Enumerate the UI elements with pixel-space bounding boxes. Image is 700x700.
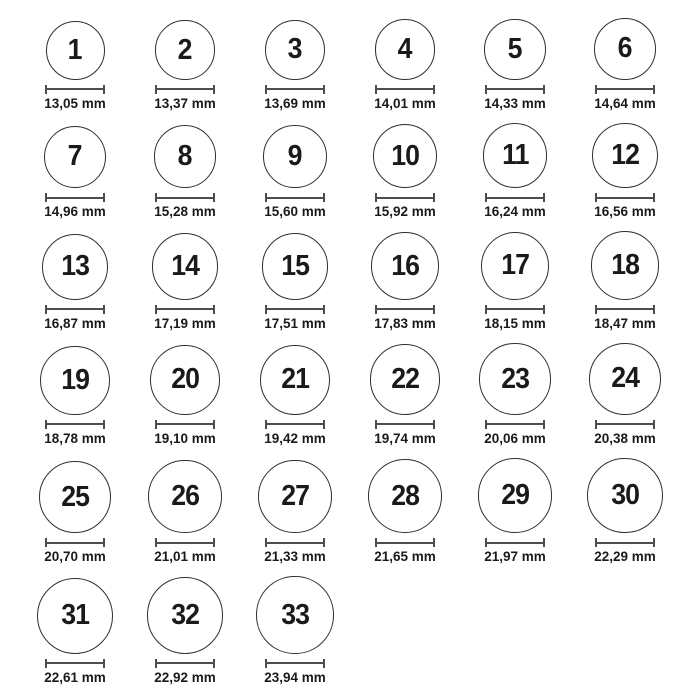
ring-size-item	[350, 18, 460, 112]
diameter-label: 20,38 mm	[594, 430, 656, 446]
ring-circle	[152, 233, 218, 299]
measure-bar	[487, 88, 543, 90]
right-tick-icon	[433, 538, 435, 547]
diameter-label: 19,42 mm	[264, 430, 326, 446]
measure-bar	[47, 542, 103, 544]
right-tick-icon	[543, 193, 545, 202]
ring-size-number: 6	[618, 32, 632, 65]
right-tick-icon	[433, 305, 435, 314]
right-tick-icon	[543, 420, 545, 429]
measure-line	[485, 85, 545, 94]
diameter-label: 16,56 mm	[594, 204, 656, 220]
ring-circle	[594, 18, 656, 80]
ring-size-item	[570, 458, 680, 566]
ring-size-item	[240, 343, 350, 447]
measure-bar	[597, 542, 653, 544]
right-tick-icon	[653, 305, 655, 314]
measure-bar	[377, 542, 433, 544]
ring-size-number: 19	[61, 363, 89, 396]
ring-size-number: 18	[611, 248, 639, 281]
diameter-label: 21,65 mm	[374, 549, 436, 565]
diameter-label: 18,78 mm	[44, 430, 106, 446]
measure-line	[155, 193, 215, 202]
right-tick-icon	[543, 305, 545, 314]
right-tick-icon	[323, 659, 325, 668]
ring-circle	[479, 343, 551, 415]
right-tick-icon	[103, 420, 105, 429]
ring-circle	[484, 19, 545, 80]
ring-circle	[44, 126, 106, 188]
diameter-label: 15,60 mm	[264, 204, 326, 220]
right-tick-icon	[323, 305, 325, 314]
measure-bar	[597, 88, 653, 90]
ring-circle	[481, 232, 549, 300]
measure-line	[45, 305, 105, 314]
diameter-label: 14,33 mm	[484, 95, 546, 111]
ring-size-item	[20, 458, 130, 566]
ring-size-row	[20, 18, 680, 112]
measure-bar	[487, 197, 543, 199]
right-tick-icon	[103, 659, 105, 668]
ring-size-item	[20, 343, 130, 447]
measure-line	[265, 305, 325, 314]
measure-line	[375, 538, 435, 547]
ring-size-item	[240, 576, 350, 685]
measure-bar	[267, 88, 323, 90]
ring-circle	[256, 576, 333, 653]
ring-circle	[260, 345, 330, 415]
ring-size-item	[240, 458, 350, 566]
ring-size-item	[130, 576, 240, 685]
ring-circle	[39, 461, 112, 534]
measure-line	[265, 85, 325, 94]
ring-circle	[478, 458, 553, 533]
measure-bar	[157, 662, 213, 664]
diameter-label: 22,61 mm	[44, 669, 106, 685]
measure-line	[45, 659, 105, 668]
ring-size-number: 30	[611, 479, 639, 512]
measure-line	[265, 538, 325, 547]
measure-bar	[377, 197, 433, 199]
measure-line	[45, 538, 105, 547]
ring-circle	[591, 231, 660, 300]
ring-size-item	[460, 458, 570, 566]
diameter-label: 20,06 mm	[484, 430, 546, 446]
diameter-label: 14,96 mm	[44, 204, 106, 220]
ring-size-item	[130, 123, 240, 220]
diameter-label: 13,37 mm	[154, 95, 216, 111]
ring-size-row	[20, 123, 680, 220]
diameter-label: 15,92 mm	[374, 204, 436, 220]
ring-size-number: 17	[501, 249, 529, 282]
diameter-label: 17,83 mm	[374, 315, 436, 331]
ring-size-item	[350, 123, 460, 220]
measure-bar	[47, 88, 103, 90]
ring-size-item	[460, 231, 570, 332]
ring-size-number: 4	[398, 32, 412, 65]
ring-size-number: 5	[508, 32, 522, 65]
measure-bar	[157, 88, 213, 90]
ring-size-number: 3	[288, 33, 302, 66]
ring-size-number: 7	[68, 140, 82, 173]
right-tick-icon	[543, 538, 545, 547]
measure-line	[155, 85, 215, 94]
ring-circle	[40, 346, 109, 415]
measure-bar	[157, 542, 213, 544]
ring-size-number: 11	[501, 139, 529, 172]
ring-size-item	[130, 231, 240, 332]
measure-line	[595, 305, 655, 314]
ring-size-number: 21	[281, 363, 309, 396]
measure-bar	[377, 423, 433, 425]
diameter-label: 13,05 mm	[44, 95, 106, 111]
ring-circle	[258, 460, 332, 534]
measure-bar	[267, 308, 323, 310]
measure-line	[595, 85, 655, 94]
ring-size-item	[570, 343, 680, 447]
ring-circle	[147, 577, 224, 654]
right-tick-icon	[653, 193, 655, 202]
diameter-label: 21,01 mm	[154, 549, 216, 565]
measure-line	[265, 420, 325, 429]
measure-line	[595, 193, 655, 202]
ring-size-number: 28	[391, 479, 419, 512]
ring-circle	[483, 123, 548, 188]
diameter-label: 18,47 mm	[594, 315, 656, 331]
ring-circle	[42, 234, 108, 300]
ring-size-item	[130, 343, 240, 447]
ring-size-item	[240, 231, 350, 332]
ring-size-number: 24	[611, 362, 639, 395]
right-tick-icon	[213, 193, 215, 202]
right-tick-icon	[213, 659, 215, 668]
ring-size-number: 29	[501, 479, 529, 512]
measure-line	[45, 420, 105, 429]
ring-size-row	[20, 343, 680, 447]
right-tick-icon	[213, 85, 215, 94]
ring-size-number: 14	[171, 250, 199, 283]
measure-bar	[267, 423, 323, 425]
right-tick-icon	[103, 193, 105, 202]
measure-line	[595, 538, 655, 547]
ring-circle	[263, 125, 327, 189]
ring-circle	[375, 19, 436, 80]
ring-size-number: 1	[68, 33, 82, 66]
ring-circle	[154, 125, 217, 188]
ring-size-number: 10	[391, 139, 419, 172]
measure-bar	[597, 423, 653, 425]
ring-size-number: 31	[61, 599, 89, 632]
ring-size-item	[240, 123, 350, 220]
diameter-label: 15,28 mm	[154, 204, 216, 220]
measure-line	[375, 85, 435, 94]
ring-size-item	[570, 123, 680, 220]
ring-size-number: 8	[178, 140, 192, 173]
measure-line	[485, 193, 545, 202]
diameter-label: 19,10 mm	[154, 430, 216, 446]
right-tick-icon	[543, 85, 545, 94]
measure-line	[155, 538, 215, 547]
measure-bar	[47, 308, 103, 310]
measure-bar	[487, 308, 543, 310]
diameter-label: 18,15 mm	[484, 315, 546, 331]
ring-size-number: 22	[391, 362, 419, 395]
ring-circle	[262, 233, 329, 300]
right-tick-icon	[653, 538, 655, 547]
diameter-label: 17,19 mm	[154, 315, 216, 331]
measure-bar	[377, 88, 433, 90]
measure-bar	[377, 308, 433, 310]
right-tick-icon	[653, 85, 655, 94]
diameter-label: 17,51 mm	[264, 315, 326, 331]
ring-size-item	[570, 18, 680, 112]
ring-size-row	[20, 458, 680, 566]
ring-size-item	[460, 343, 570, 447]
measure-bar	[157, 197, 213, 199]
ring-size-row	[20, 231, 680, 332]
ring-circle	[368, 459, 442, 533]
measure-line	[265, 659, 325, 668]
measure-line	[155, 305, 215, 314]
ring-circle	[371, 232, 439, 300]
measure-line	[45, 85, 105, 94]
ring-size-number: 9	[288, 139, 302, 172]
measure-line	[375, 305, 435, 314]
measure-bar	[267, 542, 323, 544]
diameter-label: 22,92 mm	[154, 669, 216, 685]
measure-line	[375, 193, 435, 202]
measure-bar	[157, 308, 213, 310]
diameter-label: 14,01 mm	[374, 95, 436, 111]
right-tick-icon	[323, 85, 325, 94]
ring-size-item	[460, 18, 570, 112]
ring-size-number: 12	[611, 138, 639, 171]
right-tick-icon	[433, 85, 435, 94]
ring-size-item	[130, 18, 240, 112]
diameter-label: 16,24 mm	[484, 204, 546, 220]
measure-line	[485, 305, 545, 314]
right-tick-icon	[103, 85, 105, 94]
measure-bar	[157, 423, 213, 425]
ring-circle	[589, 343, 661, 415]
ring-size-row	[20, 576, 680, 685]
ring-size-item	[350, 231, 460, 332]
ring-size-number: 25	[61, 480, 89, 513]
ring-size-item	[20, 123, 130, 220]
diameter-label: 22,29 mm	[594, 549, 656, 565]
ring-size-number: 32	[171, 598, 199, 631]
ring-circle	[373, 124, 437, 188]
ring-size-number: 27	[281, 480, 309, 513]
right-tick-icon	[433, 193, 435, 202]
right-tick-icon	[323, 420, 325, 429]
ring-circle	[155, 20, 215, 80]
ring-size-item	[240, 18, 350, 112]
diameter-label: 19,74 mm	[374, 430, 436, 446]
diameter-label: 21,97 mm	[484, 549, 546, 565]
right-tick-icon	[213, 538, 215, 547]
ring-circle	[265, 20, 325, 80]
ring-size-number: 13	[61, 250, 89, 283]
ring-circle	[587, 458, 663, 534]
ring-circle	[592, 123, 657, 188]
measure-line	[155, 420, 215, 429]
measure-line	[375, 420, 435, 429]
ring-size-number: 20	[171, 363, 199, 396]
ring-circle	[46, 21, 105, 80]
ring-size-item	[130, 458, 240, 566]
measure-line	[595, 420, 655, 429]
right-tick-icon	[433, 420, 435, 429]
diameter-label: 13,69 mm	[264, 95, 326, 111]
right-tick-icon	[103, 538, 105, 547]
diameter-label: 20,70 mm	[44, 549, 106, 565]
ring-size-number: 15	[281, 249, 309, 282]
right-tick-icon	[323, 538, 325, 547]
right-tick-icon	[213, 305, 215, 314]
ring-circle	[150, 345, 220, 415]
diameter-label: 14,64 mm	[594, 95, 656, 111]
ring-size-item	[570, 231, 680, 332]
diameter-label: 23,94 mm	[264, 669, 326, 685]
measure-bar	[487, 423, 543, 425]
measure-line	[45, 193, 105, 202]
diameter-label: 16,87 mm	[44, 315, 106, 331]
ring-circle	[148, 460, 221, 533]
measure-line	[485, 538, 545, 547]
ring-size-number: 33	[281, 598, 309, 631]
right-tick-icon	[103, 305, 105, 314]
ring-size-number: 2	[178, 33, 192, 66]
measure-bar	[47, 662, 103, 664]
ring-size-item	[20, 231, 130, 332]
ring-size-item	[350, 343, 460, 447]
right-tick-icon	[213, 420, 215, 429]
ring-size-number: 23	[501, 362, 529, 395]
measure-bar	[47, 423, 103, 425]
right-tick-icon	[653, 420, 655, 429]
measure-line	[485, 420, 545, 429]
measure-line	[265, 193, 325, 202]
ring-size-number: 16	[391, 249, 419, 282]
measure-bar	[47, 197, 103, 199]
diameter-label: 21,33 mm	[264, 549, 326, 565]
ring-size-number: 26	[171, 480, 199, 513]
measure-bar	[267, 197, 323, 199]
measure-bar	[267, 662, 323, 664]
ring-size-item	[460, 123, 570, 220]
measure-line	[155, 659, 215, 668]
measure-bar	[597, 197, 653, 199]
right-tick-icon	[323, 193, 325, 202]
ring-circle	[370, 344, 441, 415]
ring-circle	[37, 578, 113, 654]
ring-size-item	[20, 576, 130, 685]
measure-bar	[487, 542, 543, 544]
ring-size-item	[20, 18, 130, 112]
measure-bar	[597, 308, 653, 310]
ring-size-item	[350, 458, 460, 566]
